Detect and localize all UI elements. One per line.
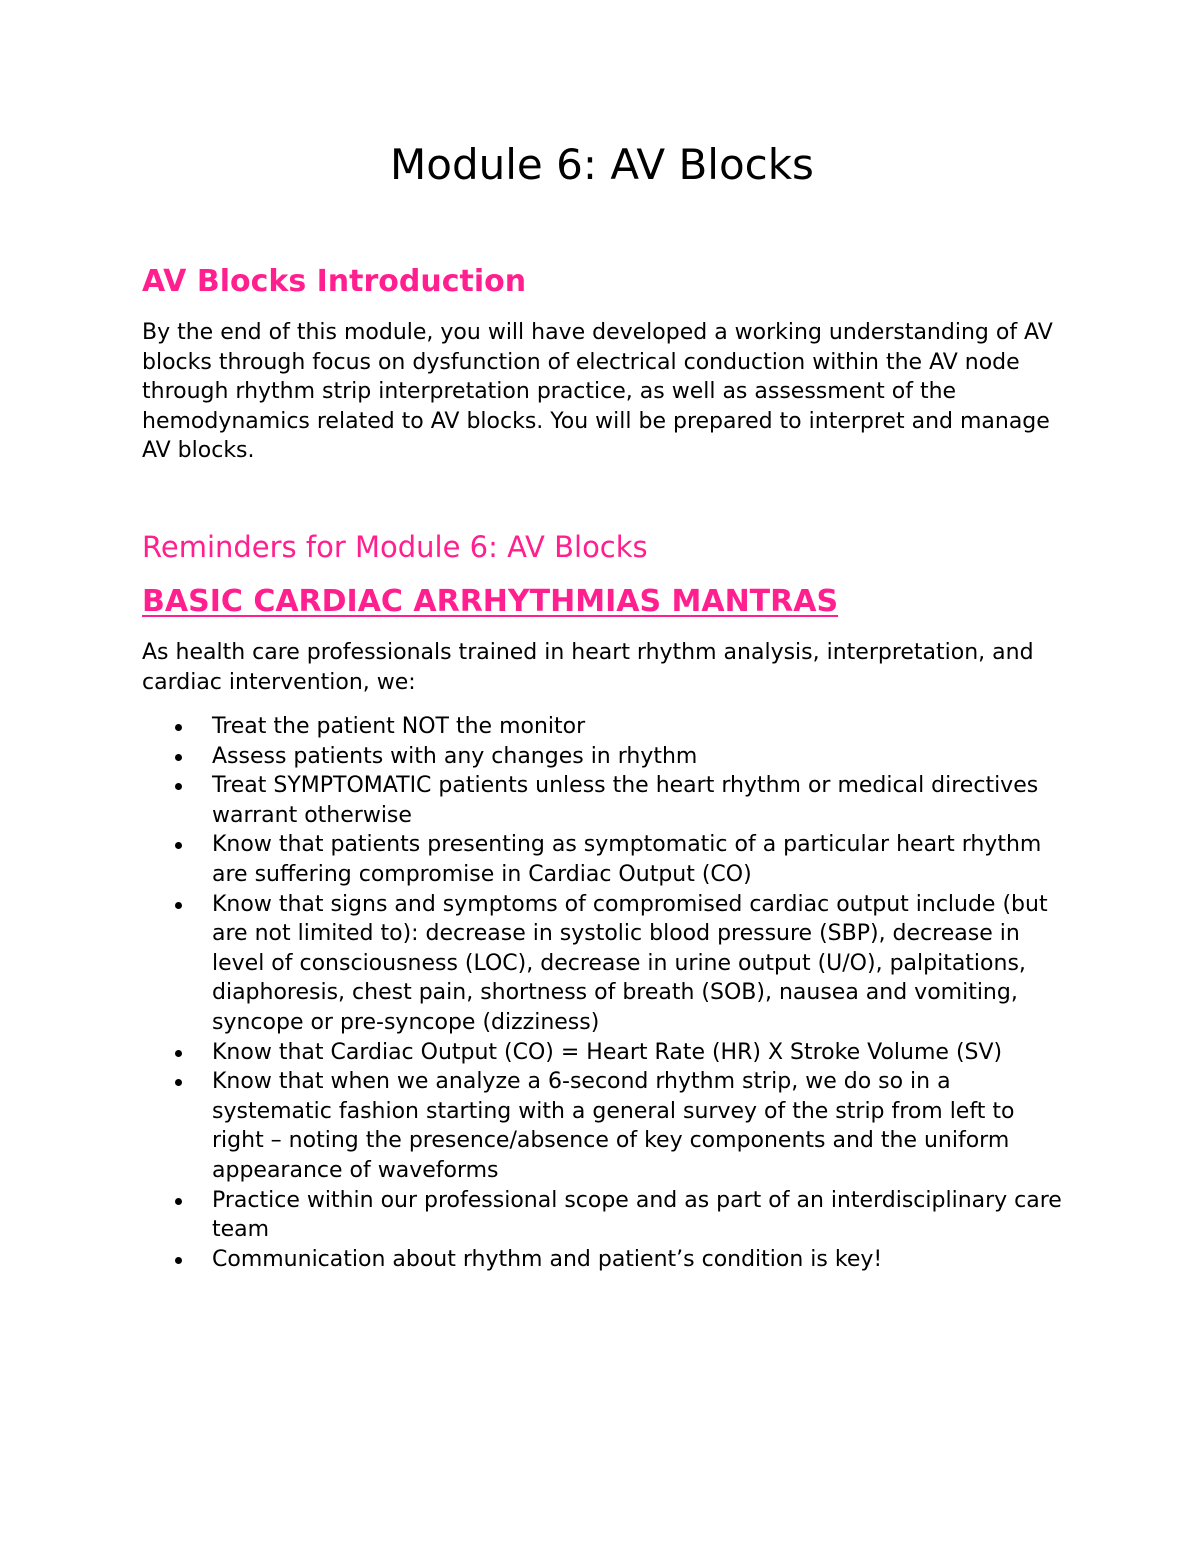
- list-item: [142, 830, 1062, 889]
- list-item: [142, 712, 1062, 742]
- intro-heading: AV Blocks Introduction: [142, 264, 527, 299]
- bullet-icon: [175, 1079, 182, 1086]
- mantras-heading: BASIC CARDIAC ARRHYTHMIAS MANTRAS: [142, 584, 839, 619]
- list-item-text: Know that patients presenting as symptomatic of a particular heart rhythm are suffering compromise in Cardiac Output (CO): [212, 832, 1042, 887]
- list-item: [142, 890, 1062, 1038]
- bullet-icon: [175, 1198, 182, 1205]
- intro-paragraph: By the end of this module, you will have developed a working understanding of AV blocks through focus on dysfunction of electrical conduction within the AV node through rhythm strip interpretation practice, as well as assessment of the hemodynamics related to AV blocks. You will be prepared to interpret and manage AV blocks.: [142, 320, 1053, 463]
- bullet-icon: [175, 754, 182, 761]
- list-item-text: Communication about rhythm and patient’s condition is key!: [212, 1246, 883, 1272]
- reminders-heading: Reminders for Module 6: AV Blocks: [142, 530, 648, 564]
- mantras-list: [142, 712, 1062, 1274]
- list-item-text: Treat SYMPTOMATIC patients unless the heart rhythm or medical directives warrant otherwise: [212, 773, 1039, 828]
- mantras-intro-paragraph: As health care professionals trained in heart rhythm analysis, interpretation, and cardiac intervention, we:: [142, 640, 1034, 695]
- list-item-text: Treat the patient NOT the monitor: [212, 714, 586, 739]
- bullet-icon: [175, 902, 182, 909]
- list-item: [142, 1067, 1062, 1185]
- list-item-text: Know that signs and symptoms of compromised cardiac output include (but are not limited to): decrease in systolic blood pressure (SBP), decrease in level of consciousness (LOC), decrease in urine output (U/O), palpitations, diaphoresis, chest pain, shortness of breath (SOB), nausea and vomiting, syncope or pre-syncope (dizziness): [212, 891, 1048, 1035]
- list-item: [142, 742, 1062, 772]
- page-title: Module 6: AV Blocks: [390, 140, 814, 189]
- bullet-icon: [175, 783, 182, 790]
- list-item-text: Know that when we analyze a 6-second rhythm strip, we do so in a systematic fashion starting with a general survey of the strip from left to right – noting the presence/absence of key components and the uniform appearance of waveforms: [212, 1069, 1015, 1183]
- bullet-icon: [175, 1257, 182, 1264]
- list-item: [142, 1038, 1062, 1068]
- bullet-icon: [175, 724, 182, 731]
- list-item-text: Assess patients with any changes in rhythm: [212, 743, 698, 769]
- list-item: [142, 1245, 1062, 1275]
- bullet-icon: [175, 1050, 182, 1057]
- bullet-icon: [175, 842, 182, 849]
- list-item: [142, 1186, 1062, 1245]
- list-item-text: Know that Cardiac Output (CO) = Heart Rate (HR) X Stroke Volume (SV): [212, 1039, 1003, 1065]
- list-item: [142, 771, 1062, 830]
- list-item-text: Practice within our professional scope and as part of an interdisciplinary care team: [212, 1187, 1062, 1243]
